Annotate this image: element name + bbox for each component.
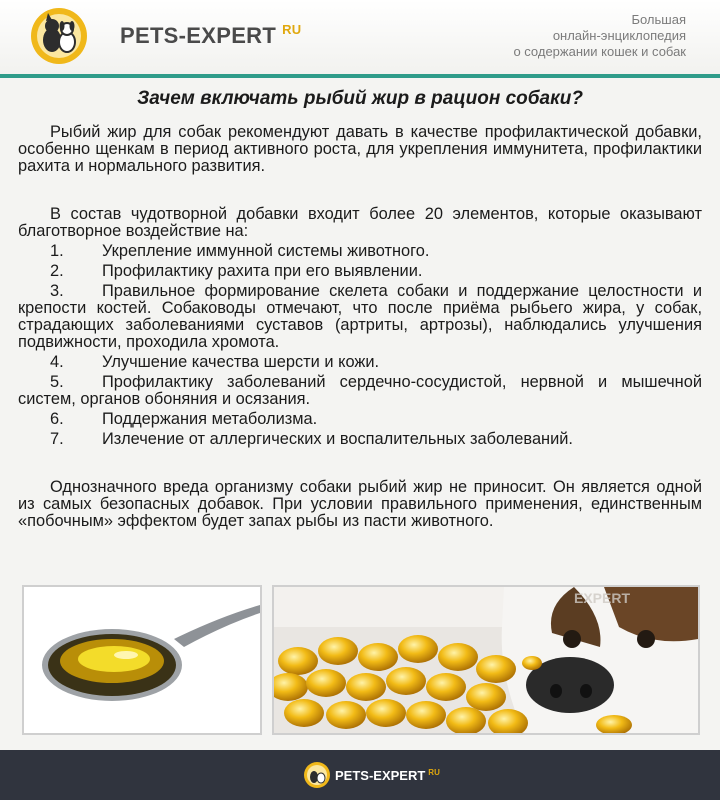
site-tagline bbox=[446, 12, 686, 60]
tagline-line: онлайн-энциклопедия bbox=[552, 28, 686, 43]
article-title: Зачем включать рыбий жир в рацион собаки? bbox=[137, 88, 583, 109]
list-item bbox=[18, 411, 702, 428]
footer-brand[interactable] bbox=[335, 768, 440, 783]
list-text: Излечение от аллергических и воспалительных заболеваний. bbox=[102, 430, 573, 448]
list-number: 4. bbox=[50, 353, 64, 371]
list-text: Профилактику рахита при его выявлении. bbox=[102, 262, 423, 280]
list-text: Правильное формирование скелета собаки и поддержание целостности и крепости костей. Собаководы отмечают, что после приёма рыбьего жира, у собак, страдающих заболеваниями суставов (артриты, артрозы), наблюдались улучшения подвижности, проходила хромота. bbox=[18, 282, 702, 351]
list-number: 2. bbox=[50, 262, 64, 280]
tagline-line: Большая bbox=[631, 12, 686, 27]
fish-oil-spoon-image bbox=[22, 585, 262, 735]
brand-name: PETS-EXPERT bbox=[120, 23, 277, 48]
list-item bbox=[18, 283, 702, 351]
brand-suffix: RU bbox=[282, 22, 302, 37]
conclusion-paragraph: Однозначного вреда организму собаки рыбий жир не приносит. Он является одной из самых безопасных добавок. При условии правильного применения, единственным «побочным» эффектом будет запах рыбы из пасти животного. bbox=[18, 478, 702, 530]
composition-paragraph: В состав чудотворной добавки входит более 20 элементов, которые оказывают благотворное воздействие на: bbox=[18, 205, 702, 240]
list-text: Улучшение качества шерсти и кожи. bbox=[102, 353, 380, 371]
list-item bbox=[18, 243, 702, 260]
site-header bbox=[0, 0, 720, 78]
list-item bbox=[18, 374, 702, 408]
list-item bbox=[18, 354, 702, 371]
list-number: 7. bbox=[50, 430, 64, 448]
list-text: Поддержания метаболизма. bbox=[102, 410, 318, 428]
article-body bbox=[18, 88, 702, 530]
site-footer bbox=[0, 750, 720, 800]
list-number: 5. bbox=[50, 373, 64, 391]
photo-watermark: EXPERT bbox=[574, 590, 631, 606]
footer-brand-name: PETS-EXPERT bbox=[335, 768, 426, 783]
pets-logo-icon[interactable] bbox=[28, 6, 90, 66]
list-text: Профилактику заболеваний сердечно-сосудистой, нервной и мышечной систем, органов обоняния и осязания. bbox=[18, 373, 702, 408]
intro-paragraph: Рыбий жир для собак рекомендуют давать в качестве профилактической добавки, особенно щенкам в период активного роста, для укрепления иммунитета, профилактики рахита и нормального развития. bbox=[18, 123, 702, 175]
benefits-list bbox=[18, 243, 702, 448]
list-text: Укрепление иммунной системы животного. bbox=[102, 242, 430, 260]
dog-with-capsules-image bbox=[272, 585, 700, 735]
list-number: 6. bbox=[50, 410, 64, 428]
footer-brand-suffix: RU bbox=[428, 768, 440, 777]
pets-logo-icon[interactable] bbox=[302, 761, 332, 789]
tagline-line: о содержании кошек и собак bbox=[513, 44, 686, 59]
list-number: 1. bbox=[50, 242, 64, 260]
list-item bbox=[18, 431, 702, 448]
site-brand[interactable] bbox=[120, 22, 302, 49]
list-number: 3. bbox=[50, 282, 64, 300]
list-item bbox=[18, 263, 702, 280]
